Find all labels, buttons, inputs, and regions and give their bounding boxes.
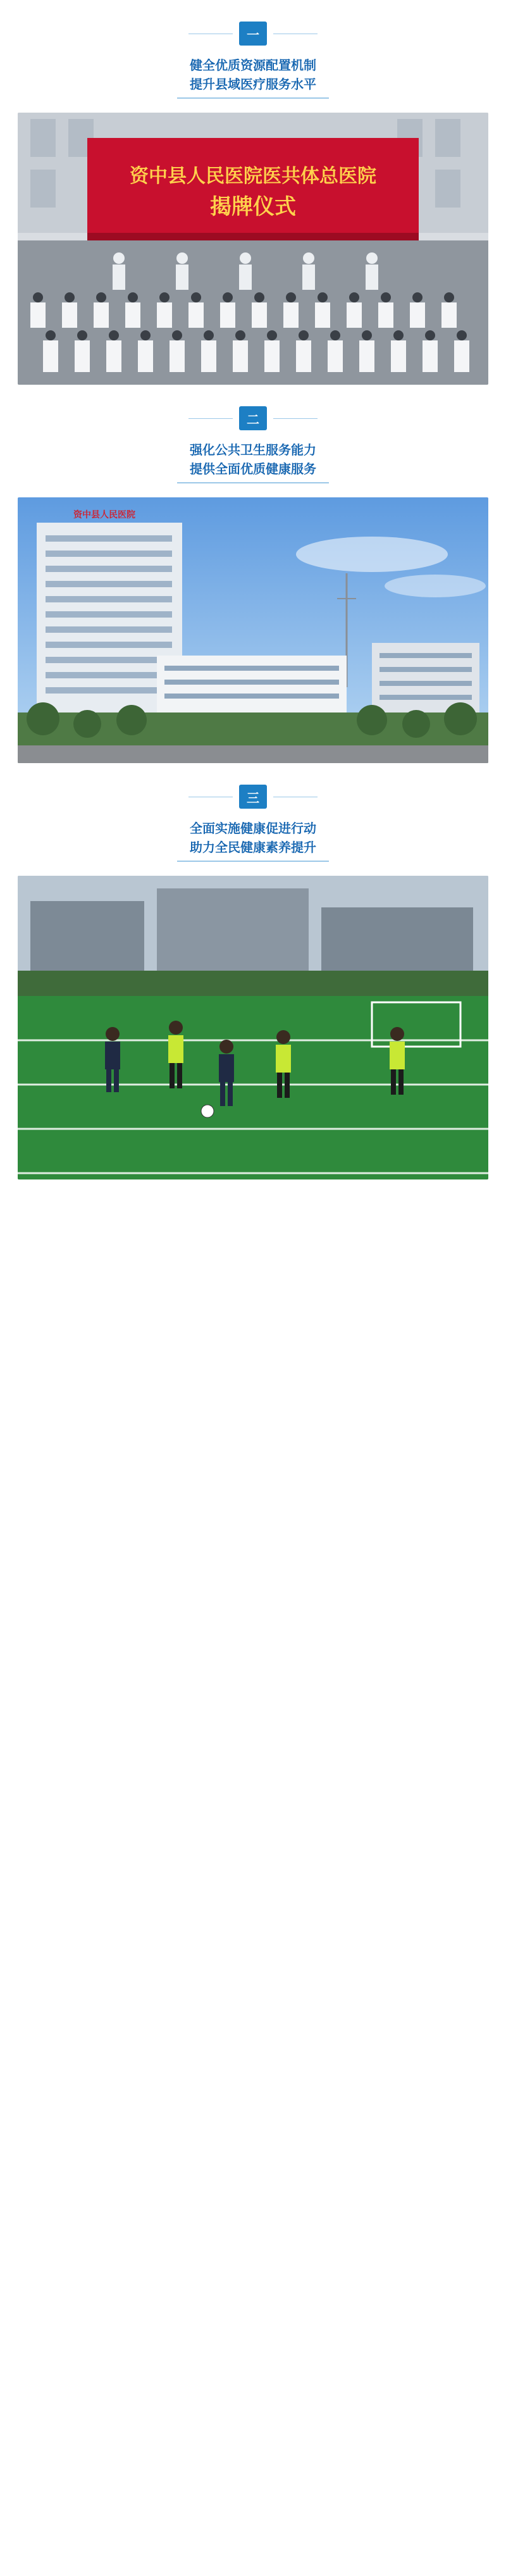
section-1-title: [177, 56, 329, 99]
section-2-title-line2: 提供全面优质健康服务: [190, 461, 316, 476]
section-1-title-line1: 健全优质资源配置机制: [190, 58, 316, 73]
section-1-title-line2: 提升县域医疗服务水平: [190, 77, 316, 92]
ceremony-photo: [18, 113, 488, 385]
section-3-title-line1: 全面实施健康促进行动: [190, 821, 316, 836]
football-match-photo: [18, 876, 488, 1179]
article: [0, 22, 506, 1205]
banner-text-line2: 揭牌仪式: [210, 194, 296, 220]
section-2-header: [18, 406, 488, 483]
building-sign-text: 资中县人民医院: [73, 510, 135, 520]
banner-text-line1: 资中县人民医院医共体总医院: [130, 165, 376, 187]
section-3-title-line2: 助力全民健康素养提升: [190, 840, 316, 855]
hospital-building-photo: [18, 497, 488, 763]
section-3-number: 三: [239, 785, 267, 809]
section-3-header: [18, 785, 488, 862]
section-1-number: 一: [239, 22, 267, 46]
section-1-header: [18, 22, 488, 99]
section-2-number: 二: [239, 406, 267, 430]
section-2-title: [177, 440, 329, 483]
section-2-title-line1: 强化公共卫生服务能力: [190, 442, 316, 457]
section-3-title: [177, 819, 329, 862]
